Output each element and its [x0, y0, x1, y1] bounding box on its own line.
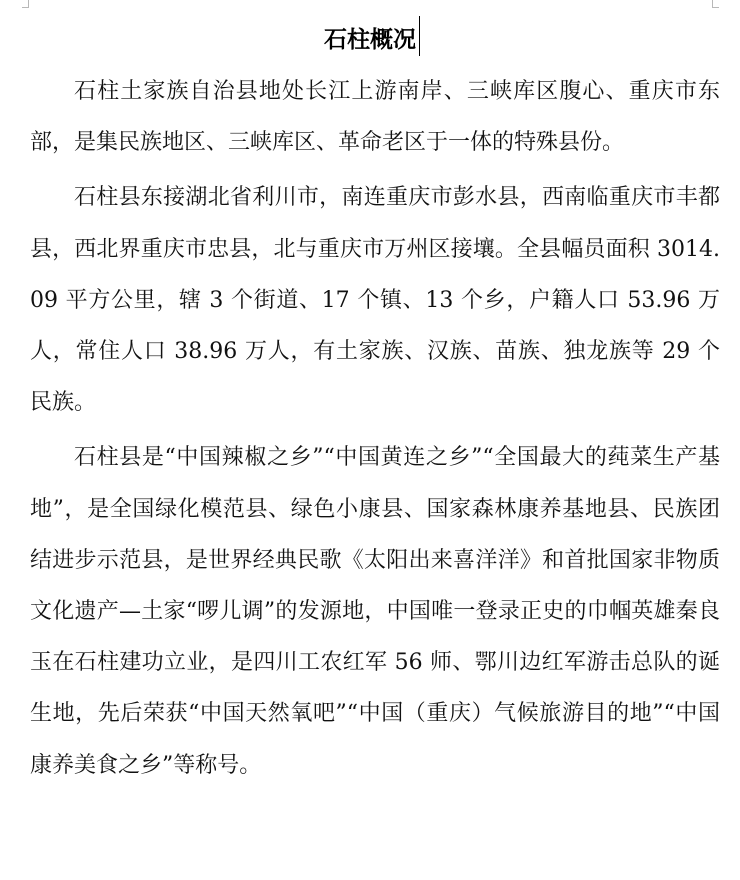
paragraph-overview[interactable]: 石柱土家族自治县地处长江上游南岸、三峡库区腹心、重庆市东部，是集民族地区、三峡库区、革命老区于一体的特殊县份。	[30, 79, 720, 156]
document-title-text: 石柱概况	[324, 27, 416, 53]
paragraph-honors[interactable]: 石柱县是“中国辣椒之乡”“中国黄连之乡”“全国最大的莼菜生产基地”，是全国绿化模范县、绿色小康县、国家森林康养基地县、民族团结进步示范县，是世界经典民歌《太阳出来喜洋洋》和首批国家非物质文化遗产—土家“啰儿调”的发源地，中国唯一登录正史的巾帼英雄秦良玉在石柱建功立业，是四川工农红军 56 师、鄂川边红军游击总队的诞生地，先后荣获“中国天然氧吧”“中国（重庆）气候旅游目的地”“中国康养美食之乡”等称号。	[30, 445, 720, 778]
page-corner-mark-right	[712, 0, 719, 8]
title-row	[0, 20, 740, 60]
page-corner-mark-left	[22, 0, 29, 8]
document-title[interactable]	[324, 20, 416, 60]
text-cursor	[419, 16, 421, 56]
document-body[interactable]	[30, 66, 720, 795]
paragraph-geography[interactable]: 石柱县东接湖北省利川市，南连重庆市彭水县，西南临重庆市丰都县，西北界重庆市忠县，北与重庆市万州区接壤。全县幅员面积 3014.09 平方公里，辖 3 个街道、17 个镇、13 个乡，户籍人口 53.96 万人，常住人口 38.96 万人，有土家族、汉族、苗族、独龙族等 29 个民族。	[30, 185, 720, 416]
